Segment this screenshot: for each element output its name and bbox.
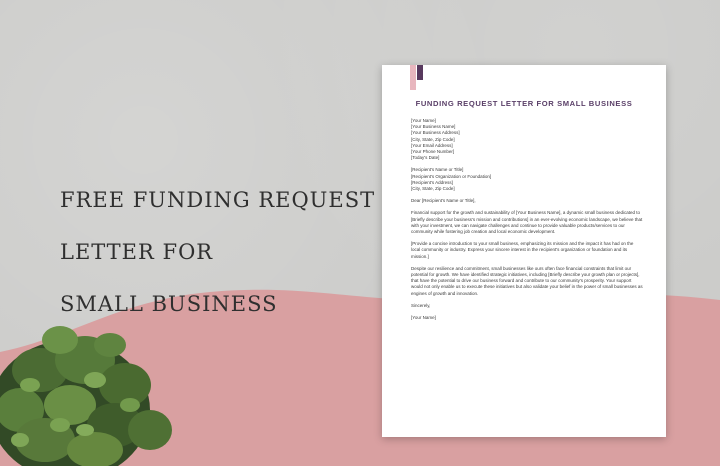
recipient-block	[411, 167, 643, 192]
paragraph-3: Despite our resilience and commitment, small businesses like ours often face financial constraints that limit our potential for growth. We have identified strategic initiatives, including [Briefly describe your growth plan or projects], that have the potential to drive our business forward and contribute to our community's prosperity. Your support would not only enable us to execute these initiatives but also validate your belief in the power of small businesses as engines of growth and innovation.	[411, 265, 643, 296]
headline-line-3: SMALL BUSINESS	[60, 292, 278, 316]
document-body	[411, 118, 643, 327]
sender-line: [Your Name]	[411, 118, 436, 123]
paragraph-2: [Provide a concise introduction to your small business, emphasizing its mission and the impact it has had on the local community or industry. Express your sincere interest in the recipient's organization or foundation and its mission.]	[411, 241, 634, 259]
signature: [Your Name]	[411, 315, 436, 321]
sender-line: [Your Business Address]	[411, 130, 460, 136]
document-title: FUNDING REQUEST LETTER FOR SMALL BUSINESS	[415, 99, 633, 108]
recipient-line: [City, State, Zip Code]	[411, 186, 455, 192]
accent-bar-pink	[410, 65, 416, 90]
sender-line: [Your Email Address]	[411, 142, 453, 148]
recipient-line: [Recipient's Organization or Foundation]	[411, 173, 492, 179]
recipient-line: [Recipient's Name or Title]	[411, 167, 464, 173]
sender-line: [Today's Date]	[411, 155, 440, 161]
recipient-line: [Recipient's Address]	[411, 179, 453, 185]
paragraph-1: Financial support for the growth and sustainability of [Your Business Name], a dynamic small business dedicated to [Briefly describe your business's mission and contributions] in an ever-evolving economic landscape, we believe that with your investment, we can navigate challenges and continue to provide valuable products/services to our community while fostering job creation and local economic development.	[411, 210, 643, 235]
sender-block	[411, 118, 643, 161]
headline-line-2: LETTER FOR	[60, 240, 214, 264]
sender-line: [Your Business Name]	[411, 124, 456, 130]
headline-line-1: FREE FUNDING REQUEST	[60, 188, 376, 212]
closing: Sincerely,	[411, 302, 431, 308]
sender-line: [Your Phone Number]	[411, 149, 455, 155]
letter-document	[382, 65, 666, 437]
sender-line: [City, State, Zip Code]	[411, 136, 455, 142]
accent-bar-dark	[417, 65, 423, 80]
plant-icon	[0, 300, 190, 466]
salutation: Dear [Recipient's Name or Title],	[411, 198, 476, 204]
